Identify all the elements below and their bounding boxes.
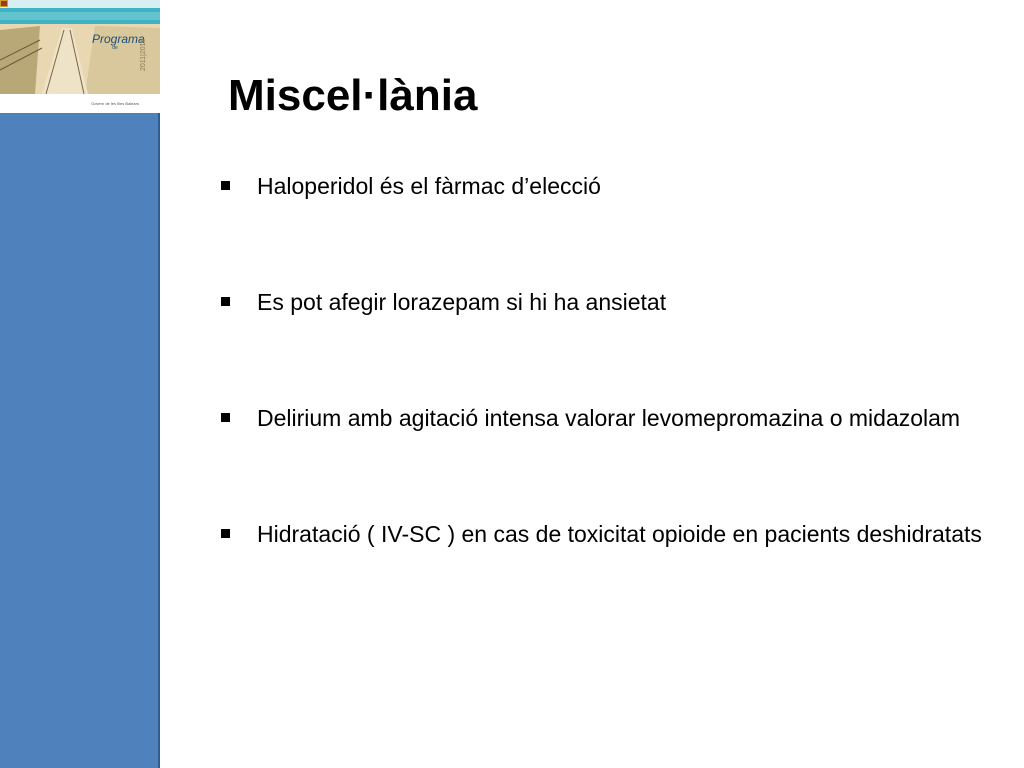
cover-years: 2011|2016 <box>140 38 147 72</box>
cover-thumbnail <box>0 0 160 113</box>
slide-title: Miscel·lània <box>228 71 478 120</box>
bullet-list <box>218 160 998 560</box>
square-bullet-icon <box>221 413 230 422</box>
blue-side-bar <box>0 113 160 768</box>
government-emblem-icon <box>0 0 8 7</box>
bullet-text: Delirium amb agitació intensa valorar levomepromazina o midazolam <box>257 405 961 431</box>
bullet-item <box>218 160 998 212</box>
cover-brand-line1: Programa <box>92 32 145 46</box>
cover-brand-line2: de <box>112 45 118 51</box>
bullet-item <box>218 276 998 328</box>
square-bullet-icon <box>221 181 230 190</box>
left-sidebar <box>0 0 162 768</box>
bullet-item <box>218 392 998 444</box>
bullet-item <box>218 508 998 560</box>
cover-government-label: Govern de les Illes Balears <box>91 101 139 106</box>
bullet-text: Haloperidol és el fàrmac d’elecció <box>257 173 601 199</box>
bullet-text: Es pot afegir lorazepam si hi ha ansietat <box>257 289 667 315</box>
square-bullet-icon <box>221 529 230 538</box>
square-bullet-icon <box>221 297 230 306</box>
bullet-text: Hidratació ( IV-SC ) en cas de toxicitat opioide en pacients deshidratats <box>257 521 982 547</box>
